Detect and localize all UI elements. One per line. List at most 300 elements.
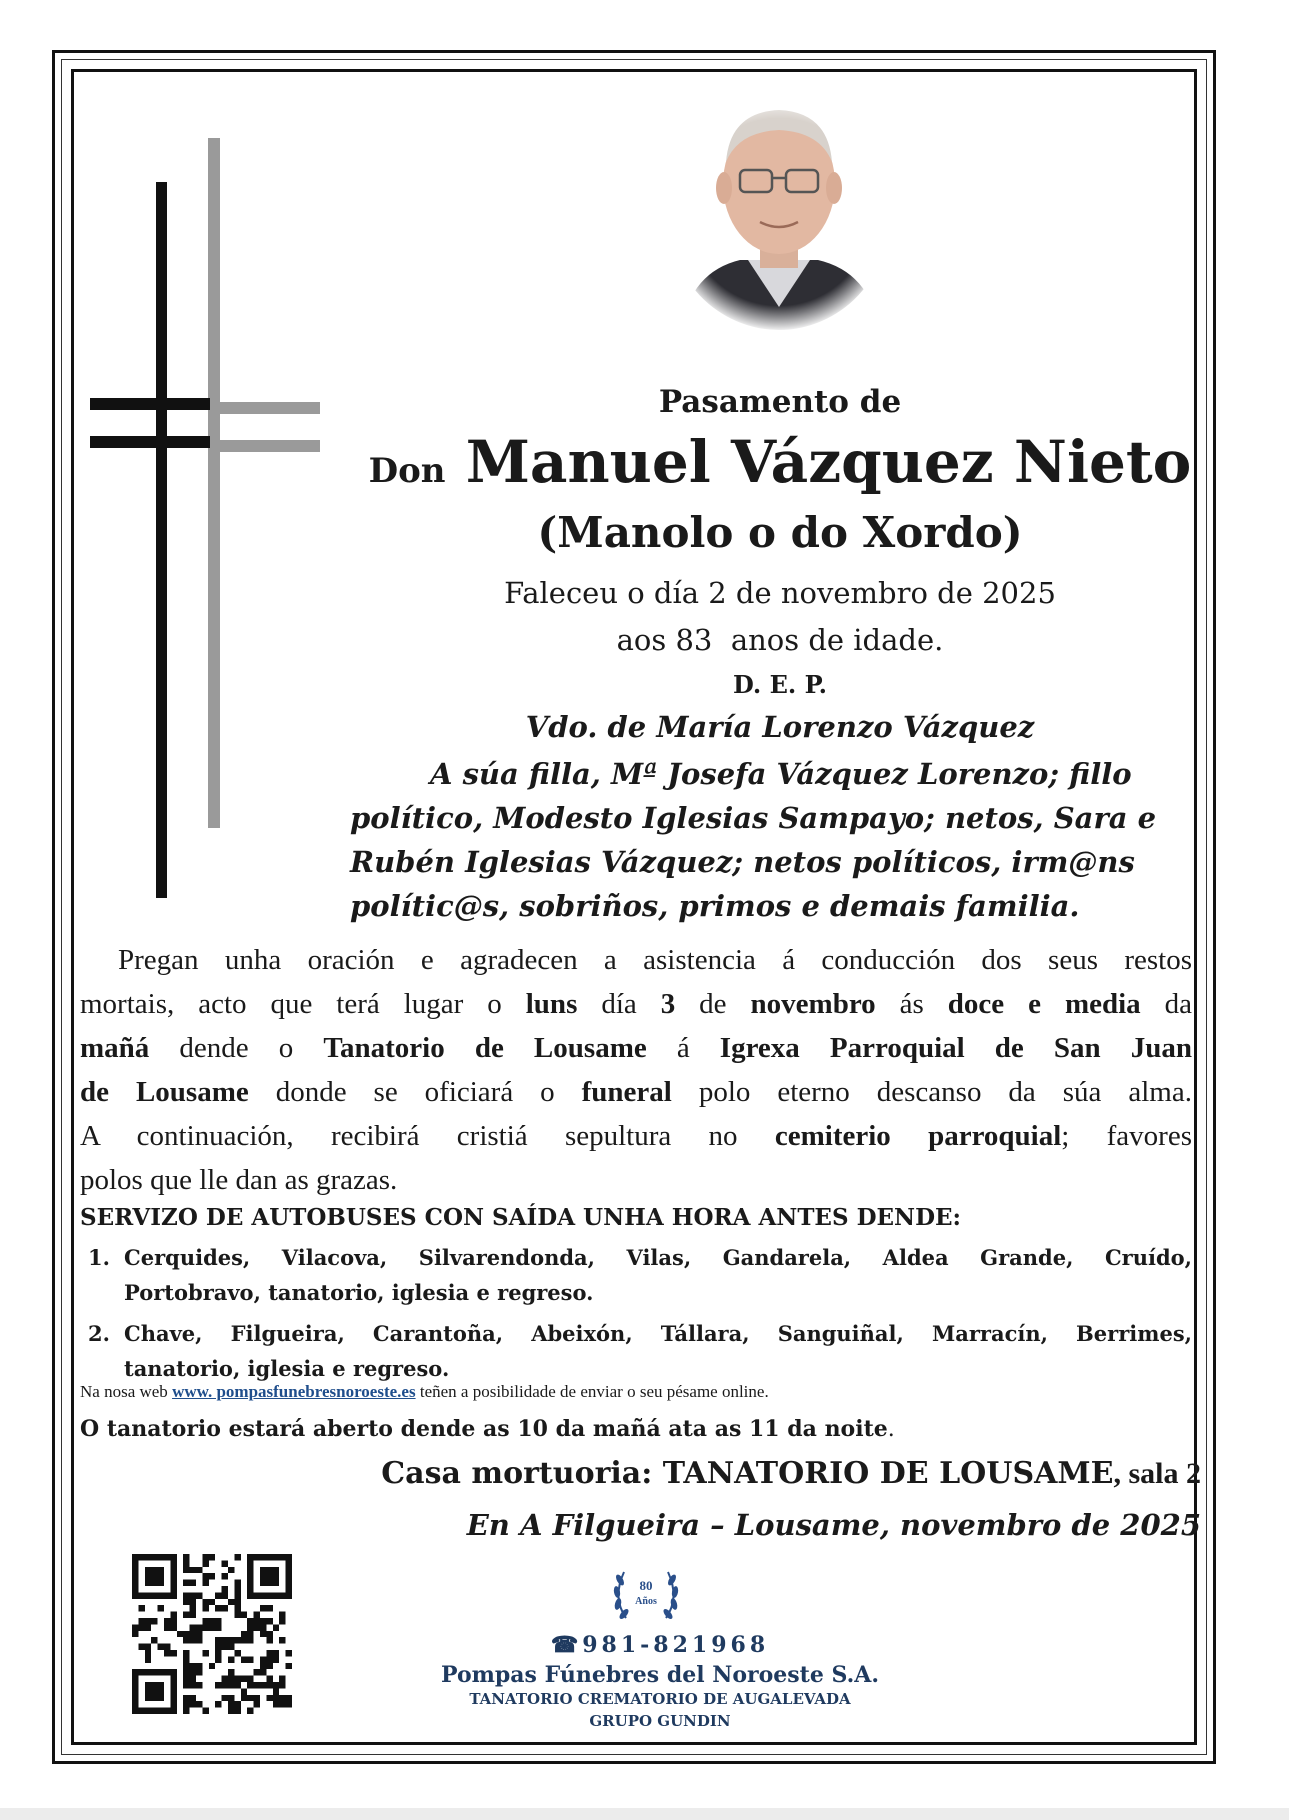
family-line: político, Modesto Iglesias Sampayo; netos, Sara e [350,801,1157,835]
qr-module [228,1656,234,1662]
qr-module [286,1663,292,1669]
qr-module [247,1580,253,1586]
qr-module [286,1701,292,1707]
qr-module [234,1592,240,1598]
qr-module [145,1708,151,1714]
route-line: Chave, Filgueira, Carantoña, Abeixón, Tállara, Sanguiñal, Marracín, Berrimes, [124,1321,1192,1346]
qr-module [183,1676,189,1682]
qr-module [241,1688,247,1694]
qr-module [183,1599,189,1605]
qr-module [132,1580,138,1586]
family-list [350,752,1180,928]
qr-module [190,1682,196,1688]
qr-module [190,1663,196,1669]
qr-module [138,1624,144,1630]
qr-module [260,1669,266,1675]
qr-module [177,1631,183,1637]
qr-module [158,1554,164,1560]
qr-module [170,1560,176,1566]
qr-module [260,1663,266,1669]
qr-module [266,1682,272,1688]
qr-module [222,1644,228,1650]
qr-module [260,1567,266,1573]
qr-module [196,1669,202,1675]
qr-module [196,1631,202,1637]
qr-module [183,1701,189,1707]
qr-module [164,1618,170,1624]
qr-module [190,1676,196,1682]
qr-module [145,1682,151,1688]
qr-module [209,1573,215,1579]
qr-module [164,1644,170,1650]
page-bottom-strip [0,1808,1289,1820]
qr-module [260,1618,266,1624]
qr-module [183,1612,189,1618]
nickname: (Manolo o do Xordo) [537,508,1023,557]
qr-module [234,1612,240,1618]
qr-module [145,1650,151,1656]
qr-module [183,1650,189,1656]
qr-module [279,1612,285,1618]
qr-module [190,1637,196,1643]
route-line: tanatorio, iglesia e regreso. [124,1356,450,1381]
qr-module [170,1554,176,1560]
qr-module [260,1573,266,1579]
qr-module [209,1624,215,1630]
qr-module [247,1592,253,1598]
qr-module [215,1637,221,1643]
qr-module [286,1554,292,1560]
qr-module [254,1554,260,1560]
qr-module [183,1669,189,1675]
qr-module [273,1554,279,1560]
qr-module [222,1586,228,1592]
qr-module [138,1669,144,1675]
qr-module [228,1599,234,1605]
qr-module [260,1605,266,1611]
qr-module [132,1567,138,1573]
qr-module [158,1605,164,1611]
age-line: aos 83 anos de idade. [616,623,944,657]
qr-module [228,1682,234,1688]
qr-module [145,1695,151,1701]
qr-module [190,1612,196,1618]
qr-module [202,1650,208,1656]
qr-module [266,1573,272,1579]
qr-module [247,1682,253,1688]
qr-module [202,1580,208,1586]
qr-module [234,1650,240,1656]
qr-module [183,1560,189,1566]
qr-module [196,1624,202,1630]
qr-module [196,1682,202,1688]
qr-module [209,1663,215,1669]
qr-module [138,1605,144,1611]
place-date: En A Filgueira – Lousame, novembro de 2025 [466,1508,1201,1542]
qr-module [266,1637,272,1643]
deceased-portrait [660,92,898,332]
qr-module [164,1624,170,1630]
qr-module [183,1637,189,1643]
qr-module [266,1650,272,1656]
ceremony-line: mortais, acto que terá lugar o luns día 3 de novembro ás doce e media da [80,988,1192,1020]
qr-module [145,1567,151,1573]
qr-module [266,1580,272,1586]
qr-module [151,1580,157,1586]
opening-hours: O tanatorio estará aberto dende as 10 da mañá ata as 11 da noite. [80,1416,895,1442]
qr-module [158,1580,164,1586]
qr-module [247,1567,253,1573]
qr-module [273,1592,279,1598]
qr-module [170,1682,176,1688]
qr-module [196,1663,202,1669]
qr-module [266,1676,272,1682]
qr-module [158,1644,164,1650]
qr-module [158,1708,164,1714]
qr-module [273,1656,279,1662]
cross-icon [88,138,320,898]
qr-module [138,1618,144,1624]
qr-module [234,1580,240,1586]
qr-module [145,1688,151,1694]
qr-module [132,1631,138,1637]
qr-module [190,1631,196,1637]
qr-module [260,1656,266,1662]
qr-module [202,1605,208,1611]
qr-module [170,1567,176,1573]
qr-module [183,1580,189,1586]
qr-module [145,1669,151,1675]
qr-module [286,1573,292,1579]
route-number: 2. [88,1321,110,1346]
qr-module [132,1676,138,1682]
qr-module [151,1708,157,1714]
qr-module [202,1618,208,1624]
qr-module [228,1644,234,1650]
qr-module [170,1695,176,1701]
qr-module [266,1592,272,1598]
qr-module [266,1618,272,1624]
qr-module [196,1637,202,1643]
qr-module [151,1554,157,1560]
qr-module [196,1701,202,1707]
deceased-name [330,428,1230,496]
qr-module [234,1637,240,1643]
cross-black-vertical [156,182,167,898]
qr-module [254,1592,260,1598]
cross-black-horizontal-lower [90,436,210,448]
qr-module [190,1669,196,1675]
family-line: Rubén Iglesias Vázquez; netos políticos, irm@ns [350,845,1135,879]
qr-module [260,1554,266,1560]
qr-module [254,1624,260,1630]
qr-module [247,1676,253,1682]
qr-module [286,1580,292,1586]
qr-module [151,1688,157,1694]
website-link[interactable]: www. pompasfunebresnoroeste.es [172,1382,416,1401]
qr-module [215,1650,221,1656]
qr-module [151,1637,157,1643]
qr-module [170,1592,176,1598]
qr-module [145,1618,151,1624]
qr-module [222,1637,228,1643]
cross-gray-horizontal [208,402,320,414]
qr-module [279,1554,285,1560]
qr-module [247,1631,253,1637]
qr-module [132,1560,138,1566]
qr-module [190,1624,196,1630]
qr-module [158,1573,164,1579]
qr-module [190,1701,196,1707]
route-number: 1. [88,1245,110,1270]
qr-module [222,1695,228,1701]
qr-module [254,1701,260,1707]
web-condolence-line: Na nosa web www. pompasfunebresnoroeste.es teñen a posibilidade de enviar o seu pésame online. [80,1382,769,1401]
qr-module [241,1676,247,1682]
qr-module [202,1560,208,1566]
dep-text: D. E. P. [732,670,828,699]
qr-module [228,1708,234,1714]
qr-module [202,1624,208,1630]
qr-module [158,1695,164,1701]
qr-module [215,1656,221,1662]
qr-module [279,1592,285,1598]
qr-module [266,1663,272,1669]
qr-module [222,1573,228,1579]
qr-module [170,1586,176,1592]
company-group: GRUPO GUNDIN [589,1712,731,1730]
qr-module [286,1650,292,1656]
title-prefix: Don [368,451,446,491]
qr-module [260,1631,266,1637]
qr-module [286,1695,292,1701]
qr-module [279,1676,285,1682]
qr-module [190,1695,196,1701]
qr-module [254,1669,260,1675]
qr-module [228,1637,234,1643]
qr-module [273,1688,279,1694]
qr-module [273,1695,279,1701]
qr-module [190,1599,196,1605]
qr-module [145,1580,151,1586]
qr-module [260,1624,266,1630]
route-line: Portobravo, tanatorio, iglesia e regreso. [124,1280,594,1305]
qr-code[interactable] [132,1554,292,1714]
qr-module [273,1573,279,1579]
qr-module [228,1567,234,1573]
qr-module [228,1701,234,1707]
qr-module [183,1554,189,1560]
qr-module [138,1708,144,1714]
qr-module [273,1701,279,1707]
qr-module [158,1682,164,1688]
qr-module [266,1631,272,1637]
qr-module [196,1592,202,1598]
ceremony-line: A continuación, recibirá cristiá sepultura no cemiterio parroquial; favores [80,1120,1192,1152]
qr-module [254,1612,260,1618]
company-subtitle: TANATORIO CREMATORIO DE AUGALEVADA [469,1690,851,1708]
qr-module [151,1618,157,1624]
qr-module [183,1708,189,1714]
qr-module [164,1708,170,1714]
qr-module [234,1676,240,1682]
qr-module [247,1624,253,1630]
qr-module [158,1688,164,1694]
qr-module [234,1682,240,1688]
qr-module [138,1554,144,1560]
qr-module [266,1605,272,1611]
qr-module [273,1567,279,1573]
ceremony-line: polos que lle dan as grazas. [80,1164,398,1196]
qr-module [183,1695,189,1701]
qr-module [266,1695,272,1701]
anniversary-badge [608,1558,684,1630]
qr-module [151,1669,157,1675]
qr-module [247,1618,253,1624]
qr-module [170,1701,176,1707]
cross-gray-vertical [208,138,220,828]
qr-module [190,1592,196,1598]
qr-module [273,1682,279,1688]
qr-module [151,1573,157,1579]
qr-module [228,1669,234,1675]
qr-module [260,1580,266,1586]
qr-module [234,1605,240,1611]
qr-module [145,1656,151,1662]
ceremony-line: de Lousame donde se oficiará o funeral polo eterno descanso da súa alma. [80,1076,1192,1108]
qr-module [132,1688,138,1694]
qr-module [132,1669,138,1675]
qr-module [209,1599,215,1605]
qr-module [170,1708,176,1714]
qr-module [247,1695,253,1701]
qr-module [215,1592,221,1598]
qr-module [222,1560,228,1566]
qr-module [228,1676,234,1682]
qr-module [132,1586,138,1592]
qr-module [190,1605,196,1611]
qr-module [241,1612,247,1618]
qr-module [222,1676,228,1682]
qr-module [286,1586,292,1592]
qr-module [151,1592,157,1598]
qr-module [215,1605,221,1611]
qr-module [183,1567,189,1573]
qr-module [279,1637,285,1643]
qr-module [145,1644,151,1650]
qr-module [241,1637,247,1643]
qr-module [132,1624,138,1630]
bus-route-list [88,1240,1192,1392]
qr-module [132,1695,138,1701]
telephone-icon: ☎ [550,1632,583,1658]
qr-module [183,1656,189,1662]
qr-module [266,1567,272,1573]
qr-module [164,1592,170,1598]
qr-module [254,1618,260,1624]
ceremony-line: mañá dende o Tanatorio de Lousame á Igrexa Parroquial de San Juan [80,1032,1193,1064]
qr-module [158,1669,164,1675]
qr-module [132,1682,138,1688]
bus-route [88,1240,1192,1310]
qr-module [145,1554,151,1560]
qr-module [222,1605,228,1611]
qr-module [170,1612,176,1618]
qr-module [202,1554,208,1560]
qr-module [183,1631,189,1637]
ceremony-line: Pregan unha oración e agradecen a asistencia á conducción dos seus restos [118,944,1192,976]
qr-module [279,1701,285,1707]
qr-module [247,1573,253,1579]
qr-module [202,1599,208,1605]
qr-module [279,1618,285,1624]
badge-number: 80 [639,1578,653,1593]
qr-module [273,1580,279,1586]
qr-module [234,1586,240,1592]
qr-module [286,1567,292,1573]
qr-module [228,1695,234,1701]
qr-module [215,1618,221,1624]
death-date: Faleceu o día 2 de novembro de 2025 [504,576,1056,610]
cross-gray-horizontal-lower [208,440,320,452]
qr-module [164,1650,170,1656]
route-line: Cerquides, Vilacova, Silvarendonda, Vilas, Gandarela, Aldea Grande, Cruído, [124,1245,1192,1270]
bus-service-title: SERVIZO DE AUTOBUSES CON SAÍDA UNHA HORA ANTES DENDE: [80,1204,962,1231]
company-name: Pompas Fúnebres del Noroeste S.A. [441,1662,879,1688]
family-line: polític@s, sobriños, primos e demais familia. [350,889,1080,923]
qr-module [170,1688,176,1694]
cross-black-horizontal [90,398,210,410]
qr-module [260,1682,266,1688]
qr-module [158,1592,164,1598]
intro-text: Pasamento de [658,384,902,420]
funeral-home-line: Casa mortuoria: TANATORIO DE LOUSAME, sala 2 [381,1456,1201,1491]
qr-module [254,1695,260,1701]
qr-module [222,1682,228,1688]
qr-module [215,1682,221,1688]
qr-module [170,1650,176,1656]
qr-module [190,1567,196,1573]
qr-module [170,1669,176,1675]
qr-module [266,1656,272,1662]
qr-module [183,1592,189,1598]
qr-module [145,1624,151,1630]
badge-word: Años [635,1596,657,1607]
qr-module [151,1695,157,1701]
qr-module [247,1554,253,1560]
qr-module [215,1624,221,1630]
qr-module [183,1682,189,1688]
ceremony-paragraph [80,938,1192,1202]
qr-module [151,1567,157,1573]
qr-module [234,1701,240,1707]
qr-module [247,1656,253,1662]
phone-number: 981-821968 [582,1632,770,1658]
qr-module [215,1701,221,1707]
phone-line[interactable] [540,1632,780,1658]
qr-module [132,1708,138,1714]
qr-module [222,1592,228,1598]
qr-module [254,1682,260,1688]
widow-line: Vdo. de María Lorenzo Vázquez [525,710,1035,744]
qr-module [190,1580,196,1586]
qr-module [241,1656,247,1662]
qr-module [266,1554,272,1560]
qr-module [164,1554,170,1560]
qr-module [234,1708,240,1714]
qr-module [286,1592,292,1598]
qr-module [241,1695,247,1701]
